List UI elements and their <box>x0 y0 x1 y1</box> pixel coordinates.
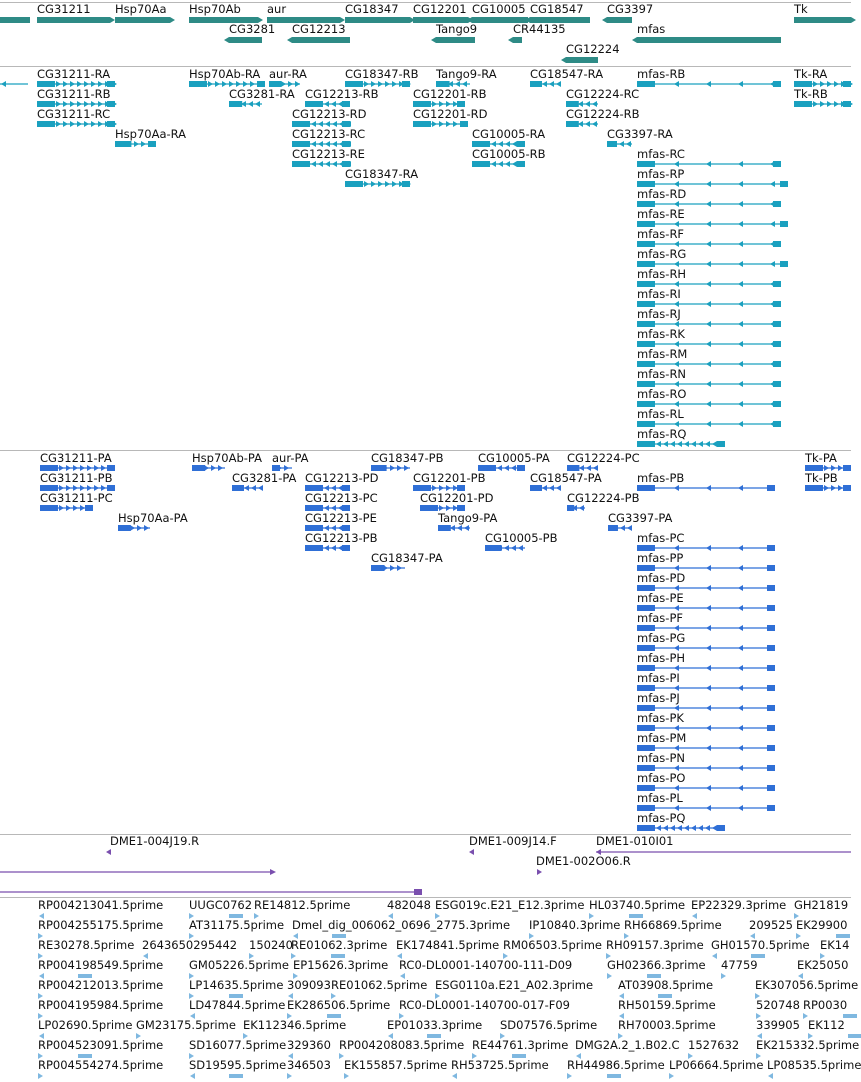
protein-label[interactable]: CG31211-PC <box>40 491 113 505</box>
transcript-label[interactable]: CG12201-RB <box>413 87 487 101</box>
protein-label[interactable]: mfas-PD <box>637 571 686 585</box>
transcript-feature[interactable] <box>794 101 853 107</box>
est-label[interactable]: RP004208083.5prime <box>339 1038 465 1052</box>
est-label[interactable]: IP10840.3prime <box>529 918 621 932</box>
est-label[interactable]: EP22329.3prime <box>691 898 787 912</box>
protein-label[interactable]: CG3397-PA <box>608 511 673 525</box>
transcript-label[interactable]: CG12213-RE <box>292 147 365 161</box>
est-label[interactable]: LP02690.5prime <box>38 1018 133 1032</box>
est-label[interactable]: RP004198549.5prime <box>38 958 164 972</box>
transcript-label[interactable]: CG31211-RB <box>37 87 111 101</box>
gene-feature[interactable] <box>115 17 175 23</box>
transcript-label[interactable]: mfas-RD <box>637 187 687 201</box>
est-label[interactable]: 346503 <box>287 1058 331 1072</box>
protein-label[interactable]: CG12213-PD <box>305 471 379 485</box>
transcript-label[interactable]: mfas-RP <box>637 167 685 181</box>
est-label[interactable]: RP004195984.5prime <box>38 998 164 1012</box>
est-label[interactable]: AT03908.5prime <box>618 978 714 992</box>
protein-label[interactable]: mfas-PQ <box>637 811 686 825</box>
transcript-feature[interactable] <box>472 161 525 167</box>
gene-label[interactable]: CG18547 <box>530 2 584 16</box>
protein-label[interactable]: CG10005-PA <box>478 451 550 465</box>
protein-label[interactable]: mfas-PJ <box>637 691 680 705</box>
gene-feature[interactable] <box>602 17 632 23</box>
transcript-label[interactable]: CG18347-RB <box>345 67 419 81</box>
est-label[interactable]: EP15626.3prime <box>293 958 389 972</box>
protein-label[interactable]: CG12201-PB <box>413 471 486 485</box>
est-label[interactable]: RE14812.5prime <box>254 898 351 912</box>
gene-label[interactable]: Tango9 <box>436 22 478 36</box>
est-label[interactable]: GM05226.5prime <box>189 958 289 972</box>
est-label[interactable]: EK155857.5prime <box>344 1058 448 1072</box>
protein-label[interactable]: CG18347-PB <box>371 451 444 465</box>
transcript-label[interactable]: mfas-RM <box>637 347 688 361</box>
est-label[interactable]: LP08535.5prime <box>767 1058 861 1072</box>
est-label[interactable]: 1527632 <box>688 1038 740 1052</box>
protein-label[interactable]: mfas-PM <box>637 731 687 745</box>
est-label[interactable]: AT31175.5prime <box>189 918 285 932</box>
est-label[interactable]: EK286506.5prime <box>287 998 391 1012</box>
gene-feature[interactable] <box>0 17 30 23</box>
protein-label[interactable]: CG18347-PA <box>371 551 443 565</box>
protein-label[interactable]: mfas-PG <box>637 631 686 645</box>
transcript-feature[interactable] <box>0 81 28 87</box>
gene-label[interactable]: CG12224 <box>566 42 620 56</box>
transcript-label[interactable]: CG12213-RB <box>305 87 379 101</box>
gene-label[interactable]: CG10005 <box>472 2 526 16</box>
est-label[interactable]: RE30278.5prime <box>38 938 135 952</box>
clone-label[interactable]: DME1-002O06.R <box>536 854 631 868</box>
est-label[interactable]: RP004212013.5prime <box>38 978 164 992</box>
protein-label[interactable]: CG31211-PA <box>40 451 112 465</box>
protein-label[interactable]: Tango9-PA <box>438 511 498 525</box>
est-feature[interactable] <box>38 1073 43 1079</box>
transcript-feature[interactable] <box>292 161 351 167</box>
transcript-label[interactable]: mfas-RI <box>637 287 681 301</box>
protein-label[interactable]: mfas-PN <box>637 751 685 765</box>
gene-label[interactable]: CG12201 <box>413 2 467 16</box>
transcript-label[interactable]: CG10005-RB <box>472 147 546 161</box>
est-label[interactable]: RE01062.3prime <box>291 938 388 952</box>
est-label[interactable]: RH53725.5prime <box>451 1058 549 1072</box>
transcript-feature[interactable] <box>115 141 156 147</box>
gene-label[interactable]: CG3397 <box>607 2 654 16</box>
est-label[interactable]: 47759 <box>721 958 758 972</box>
protein-feature[interactable] <box>485 545 525 551</box>
transcript-label[interactable]: mfas-RF <box>637 227 685 241</box>
protein-feature[interactable] <box>805 485 851 491</box>
gene-label[interactable]: CG18347 <box>345 2 399 16</box>
est-feature[interactable] <box>721 973 726 979</box>
transcript-label[interactable]: CG12213-RD <box>292 107 367 121</box>
protein-label[interactable]: Tk-PA <box>805 451 837 465</box>
protein-feature[interactable] <box>192 465 225 471</box>
est-label[interactable]: DMG2A.2_1.B02.C <box>575 1038 680 1052</box>
est-label[interactable]: RP004523091.5prime <box>38 1038 164 1052</box>
protein-label[interactable]: mfas-PL <box>637 791 683 805</box>
protein-label[interactable]: mfas-PE <box>637 591 684 605</box>
est-label[interactable]: RP004255175.5prime <box>38 918 164 932</box>
gene-label[interactable]: CR44135 <box>513 22 566 36</box>
est-label[interactable]: HL03740.5prime <box>589 898 686 912</box>
transcript-feature[interactable] <box>637 81 781 87</box>
transcript-label[interactable]: mfas-RJ <box>637 307 681 321</box>
transcript-feature[interactable] <box>229 101 262 107</box>
est-label[interactable]: EK14 <box>820 938 850 952</box>
clone-label[interactable]: DME1-010I01 <box>596 834 674 848</box>
est-label[interactable]: RC0-DL0001-140700-111-D09 <box>399 958 573 972</box>
est-label[interactable]: EK25050 <box>797 958 849 972</box>
protein-label[interactable]: CG12224-PC <box>567 451 640 465</box>
protein-label[interactable]: CG3281-PA <box>232 471 297 485</box>
est-label[interactable]: GM23175.5prime <box>136 1018 236 1032</box>
protein-label[interactable]: CG12213-PB <box>305 531 378 545</box>
gene-label[interactable]: aur <box>267 2 287 16</box>
est-label[interactable]: Dmel_dig_006062_0696_2775.3prime <box>292 918 511 932</box>
clone-features[interactable] <box>0 849 851 895</box>
est-label[interactable]: EK215332.5prime <box>756 1038 860 1052</box>
est-label[interactable]: RP0030 <box>803 998 848 1012</box>
est-label[interactable]: RH09157.3prime <box>606 938 704 952</box>
gene-feature[interactable] <box>224 37 262 43</box>
transcript-label[interactable]: Tk-RA <box>794 67 828 81</box>
est-feature[interactable] <box>669 1073 674 1079</box>
protein-feature[interactable] <box>40 505 93 511</box>
est-label[interactable]: EP01033.3prime <box>387 1018 483 1032</box>
transcript-label[interactable]: mfas-RN <box>637 367 687 381</box>
est-label[interactable]: UUGC0762 <box>189 898 253 912</box>
transcript-label[interactable]: mfas-RG <box>637 247 687 261</box>
protein-feature[interactable] <box>530 485 561 491</box>
est-label[interactable]: LD47844.5prime <box>189 998 286 1012</box>
transcript-label[interactable]: Tk-RB <box>794 87 828 101</box>
transcript-label[interactable]: mfas-RB <box>637 67 686 81</box>
gene-label[interactable]: CG12213 <box>292 22 346 36</box>
transcript-label[interactable]: Hsp70Aa-RA <box>115 127 187 141</box>
transcript-label[interactable]: mfas-RL <box>637 407 684 421</box>
est-label[interactable]: 482048 <box>387 898 431 912</box>
est-label[interactable]: EK29900 <box>796 918 848 932</box>
protein-label[interactable]: Tk-PB <box>805 471 838 485</box>
est-label[interactable]: 209525 <box>749 918 793 932</box>
transcript-feature[interactable] <box>345 181 411 187</box>
est-feature[interactable] <box>287 1073 292 1079</box>
est-label[interactable]: LP06664.5prime <box>669 1058 764 1072</box>
est-label[interactable]: 309093 <box>287 978 331 992</box>
protein-feature[interactable] <box>608 525 632 531</box>
transcript-label[interactable]: CG18547-RA <box>530 67 604 81</box>
gene-label[interactable]: Hsp70Aa <box>115 2 167 16</box>
protein-feature[interactable] <box>637 485 775 491</box>
transcript-label[interactable]: mfas-RE <box>637 207 685 221</box>
gene-feature[interactable] <box>508 37 522 43</box>
transcript-label[interactable]: mfas-RO <box>637 387 687 401</box>
gene-label[interactable]: Hsp70Ab <box>189 2 241 16</box>
transcript-label[interactable]: mfas-RC <box>637 147 685 161</box>
transcript-label[interactable]: CG12201-RD <box>413 107 488 121</box>
protein-feature[interactable] <box>305 545 350 551</box>
protein-label[interactable]: mfas-PP <box>637 551 684 565</box>
est-label[interactable]: EK112 <box>808 1018 845 1032</box>
transcript-label[interactable]: Hsp70Ab-RA <box>189 67 261 81</box>
gene-feature[interactable] <box>794 17 856 23</box>
est-label[interactable]: 329360 <box>287 1038 331 1052</box>
est-feature[interactable] <box>190 1073 243 1079</box>
protein-label[interactable]: mfas-PO <box>637 771 686 785</box>
est-label[interactable]: GH21819 <box>794 898 849 912</box>
gene-label[interactable]: mfas <box>637 22 666 36</box>
transcript-feature[interactable] <box>37 121 117 127</box>
protein-feature[interactable] <box>637 825 725 831</box>
gene-label[interactable]: CG31211 <box>37 2 91 16</box>
transcript-label[interactable]: CG3397-RA <box>607 127 673 141</box>
gene-feature[interactable] <box>632 37 781 43</box>
transcript-label[interactable]: mfas-RK <box>637 327 685 341</box>
est-label[interactable]: 520748 <box>756 998 800 1012</box>
gene-feature[interactable] <box>345 17 415 23</box>
transcript-label[interactable]: CG12224-RB <box>566 107 640 121</box>
est-label[interactable]: EK307056.5prime <box>755 978 859 992</box>
transcript-feature[interactable] <box>413 121 468 127</box>
est-label[interactable]: RH50159.5prime <box>618 998 716 1012</box>
est-label[interactable]: RH44986.5prime <box>567 1058 665 1072</box>
protein-label[interactable]: Hsp70Ab-PA <box>192 451 262 465</box>
est-feature[interactable] <box>344 1073 349 1079</box>
gene-feature[interactable] <box>561 57 598 63</box>
est-feature[interactable] <box>768 1073 773 1079</box>
est-label[interactable]: GH02366.3prime <box>607 958 706 972</box>
est-label[interactable]: RH70003.5prime <box>618 1018 716 1032</box>
transcript-label[interactable]: CG18347-RA <box>345 167 419 181</box>
protein-label[interactable]: mfas-PH <box>637 651 686 665</box>
est-label[interactable]: GH01570.5prime <box>711 938 810 952</box>
transcript-label[interactable]: CG12224-RC <box>566 87 640 101</box>
transcript-label[interactable]: CG31211-RA <box>37 67 111 81</box>
est-feature[interactable] <box>452 1073 457 1079</box>
protein-label[interactable]: CG12213-PE <box>305 511 377 525</box>
clone-label[interactable]: DME1-009J14.F <box>469 834 557 848</box>
est-label[interactable]: SD19595.5prime <box>189 1058 287 1072</box>
protein-feature[interactable] <box>118 525 150 531</box>
est-label[interactable]: ESG0110a.E21_A02.3prime <box>435 978 594 992</box>
est-feature[interactable] <box>567 1073 621 1079</box>
est-label[interactable]: RH66869.5prime <box>624 918 722 932</box>
gene-feature[interactable] <box>287 37 350 43</box>
est-label[interactable]: LP14635.5prime <box>189 978 284 992</box>
transcript-label[interactable]: CG10005-RA <box>472 127 546 141</box>
gene-feature[interactable] <box>431 37 475 43</box>
protein-feature[interactable] <box>567 505 585 511</box>
transcript-feature[interactable] <box>566 121 598 127</box>
est-label[interactable]: RP004554274.5prime <box>38 1058 164 1072</box>
protein-label[interactable]: CG31211-PB <box>40 471 113 485</box>
gene-label[interactable]: Tk <box>794 2 808 16</box>
transcript-label[interactable]: CG12213-RC <box>292 127 366 141</box>
est-label[interactable]: EK174841.5prime <box>396 938 500 952</box>
protein-label[interactable]: mfas-PC <box>637 531 685 545</box>
est-label[interactable]: RE44761.3prime <box>472 1038 569 1052</box>
transcript-label[interactable]: Tango9-RA <box>436 67 497 81</box>
transcript-feature[interactable] <box>637 441 725 447</box>
protein-label[interactable]: mfas-PB <box>637 471 685 485</box>
est-label[interactable]: SD07576.5prime <box>500 1018 598 1032</box>
protein-feature[interactable] <box>371 565 405 571</box>
protein-label[interactable]: mfas-PK <box>637 711 684 725</box>
est-label[interactable]: 150240 <box>249 938 293 952</box>
transcript-label[interactable]: CG3281-RA <box>229 87 295 101</box>
protein-label[interactable]: CG18547-PA <box>530 471 602 485</box>
est-label[interactable]: RE01062.5prime <box>331 978 428 992</box>
protein-feature[interactable] <box>232 485 263 491</box>
est-label[interactable]: SD16077.5prime <box>189 1038 287 1052</box>
gene-feature[interactable] <box>37 17 115 23</box>
clone-label[interactable]: DME1-004J19.R <box>110 834 200 848</box>
protein-label[interactable]: mfas-PI <box>637 671 680 685</box>
est-label[interactable]: RM06503.5prime <box>503 938 602 952</box>
est-label[interactable]: EK112346.5prime <box>243 1018 347 1032</box>
protein-label[interactable]: mfas-PF <box>637 611 683 625</box>
transcript-label[interactable]: mfas-RQ <box>637 427 687 441</box>
transcript-feature[interactable] <box>530 81 561 87</box>
est-label[interactable]: RP004213041.5prime <box>38 898 164 912</box>
transcript-feature[interactable] <box>607 141 632 147</box>
protein-feature[interactable] <box>438 525 470 531</box>
gene-label[interactable]: CG3281 <box>229 22 276 36</box>
transcript-label[interactable]: mfas-RH <box>637 267 687 281</box>
transcript-label[interactable]: CG31211-RC <box>37 107 111 121</box>
protein-label[interactable]: aur-PA <box>272 451 309 465</box>
transcript-label[interactable]: aur-RA <box>269 67 307 81</box>
est-label[interactable]: RC0-DL0001-140700-017-F09 <box>399 998 570 1012</box>
est-label[interactable]: 339905 <box>756 1018 800 1032</box>
est-label[interactable]: 2643650295442 <box>142 938 238 952</box>
protein-label[interactable]: Hsp70Aa-PA <box>118 511 188 525</box>
est-label[interactable]: ESG019c.E21_E12.3prime <box>435 898 585 912</box>
protein-label[interactable]: CG10005-PB <box>485 531 558 545</box>
protein-label[interactable]: CG12201-PD <box>420 491 494 505</box>
protein-label[interactable]: CG12224-PB <box>567 491 640 505</box>
protein-label[interactable]: CG12213-PC <box>305 491 378 505</box>
